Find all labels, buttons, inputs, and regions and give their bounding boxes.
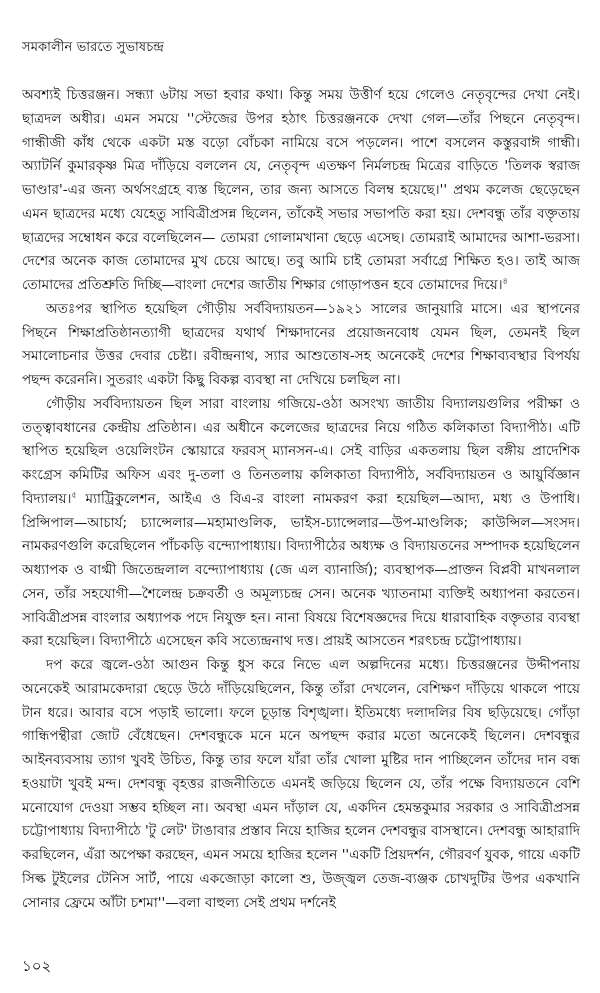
paragraph-4 <box>22 654 580 915</box>
footnote-ref-5: ৫ <box>71 490 77 500</box>
paragraph-1 <box>22 84 580 298</box>
footnote-ref-4: ৪ <box>502 276 508 286</box>
page-number: ১০২ <box>22 957 52 975</box>
paragraph-4-text: দপ করে জ্বলে-ওঠা আগুন কিন্তু ধুস করে নিভে এল অল্পদিনের মধ্যে। চিত্তরঞ্জনের উদ্দীপনায় অনেকেই আরামকেদারা ছেড়ে উঠে দাঁড়িয়েছিলেন, কিন্তু তাঁরা দেখলেন, বেশিক্ষণ দাঁড়িয়ে থাকলে পায়ে টান ধরে। আবার বসে পড়াই ভালো। ফলে চূড়ান্ত বিশৃঙ্খলা। ইতিমধ্যে দলাদলির বিষ ছড়িয়েছে। গোঁড়া গান্ধিপন্থীরা জোট বেঁধেছেন। দেশবন্ধুকে মনে মনে অপছন্দ করার মতো অনেকেই ছিলেন। দেশবন্ধুর আইনব্যবসায় ত্যাগ খুবই উচিত, কিন্তু তার ফলে যাঁরা তাঁর খোলা মুষ্টির দান পাচ্ছিলেন তাঁদের দান বন্ধ হওয়াটা খুবই মন্দ। দেশবন্ধু বৃহত্তর রাজনীতিতে এমনই জড়িয়ে ছিলেন যে, তাঁর পক্ষে বিদ্যায়তনে বেশি মনোযোগ দেওয়া সম্ভব হচ্ছিল না। অবস্থা এমন দাঁড়াল যে, একদিন হেমন্তকুমার সরকার ও সাবিত্রীপ্রসন্ন চট্টোপাধ্যায় বিদ্যাপীঠে 'টু লেট' টাঙাবার প্রস্তাব নিয়ে হাজির হলেন দেশবন্ধুর বাসস্থানে। দেশবন্ধু আহারাদি করছিলেন, এঁরা অপেক্ষা করছেন, এমন সময়ে হাজির হলেন ''একটি প্রিয়দর্শন, গৌরবর্ণ যুবক, গায়ে একটি সিল্ক টুইলের টেনিস সার্ট, পায়ে একজোড়া কালো শু, উজ্জ্বল তেজ-ব্যঞ্জক চোখদুটির উপর একখানি সোনার ফ্রেমে আঁটা চশমা''—বলা বাহুল্য সেই প্রথম দর্শনেই <box>22 657 580 911</box>
paragraph-2 <box>22 298 580 393</box>
paragraph-3 <box>22 393 580 654</box>
body-text <box>22 84 580 915</box>
paragraph-2-text: অতঃপর স্থাপিত হয়েছিল গৌড়ীয় সর্ববিদ্যায়তন—১৯২১ সালের জানুয়ারি মাসে। এর স্থাপনের পিছনে শিক্ষাপ্রতিষ্ঠানত্যাগী ছাত্রদের যথার্থ শিক্ষাদানের প্রয়োজনবোধ যেমন ছিল, তেমনই ছিল সমালোচনার উত্তর দেবার চেষ্টা। রবীন্দ্রনাথ, স্যার আশুতোষ-সহ অনেকেই দেশের শিক্ষাব্যবস্থার বিপর্যয় পছন্দ করেননি। সুতরাং একটা কিছু বিকল্প ব্যবস্থা না দেখিয়ে চলছিল না। <box>22 300 580 388</box>
paragraph-1-text: অবশ্যই চিত্তরঞ্জন। সন্ধ্যা ৬টায় সভা হবার কথা। কিন্তু সময় উত্তীর্ণ হয়ে গেলেও নেতৃবৃন্দের দেখা নেই। ছাত্রদল অধীর। এমন সময়ে ''স্টেজের উপর হঠাৎ চিত্তরঞ্জনকে দেখা গেল—তাঁর পিছনে নেতৃবৃন্দ। গান্ধীজী কাঁধ থেকে একটা মস্ত বড়ো বোঁচকা নামিয়ে বসে পড়লেন। পাশে বসলেন কস্তুরবাঈ গান্ধী। অ্যাটর্নি কুমারকৃষ্ণ মিত্র দাঁড়িয়ে বললেন যে, নেতৃবৃন্দ এতক্ষণ নির্মলচন্দ্র মিত্রের বাড়িতে 'তিলক স্বরাজ ভাণ্ডার'-এর জন্য অর্থসংগ্রহে ব্যস্ত ছিলেন, তার জন্য আসতে বিলম্ব হয়েছে।'' প্রথম কলেজ ছেড়েছেন এমন ছাত্রদের মধ্যে যেহেতু সাবিত্রীপ্রসন্ন ছিলেন, তাঁকেই সভার সভাপতি করা হয়। দেশবন্ধু তাঁর বক্তৃতায় ছাত্রদের সম্বোধন করে বলেছিলেন— তোমরা গোলামখানা ছেড়ে এসেছ। তোমরাই আমাদের আশা-ভরসা। দেশের অনেক কাজ তোমাদের মুখ চেয়ে আছে। তবু আমি চাই তোমরা সর্বাগ্রে শিক্ষিত হও। তাই আজ তোমাদের প্রতিশ্রুতি দিচ্ছি—বাংলা দেশের জাতীয় শিক্ষার গোড়াপত্তন হবে তোমাদের দিয়ে। <box>22 87 580 293</box>
paragraph-3-text-before: গৌড়ীয় সর্ববিদ্যায়তন ছিল সারা বাংলায় গজিয়ে-ওঠা অসংখ্য জাতীয় বিদ্যালয়গুলির পরীক্ষা ও তত্ত্বাবধানের কেন্দ্রীয় প্রতিষ্ঠান। এর অধীনে কলেজের ছাত্রদের নিয়ে গঠিত কলিকাতা বিদ্যাপীঠ। এটি স্থাপিত হয়েছিল ওয়েলিংটন স্কোয়ারে ফরবস্ ম্যানসন-এ। সেই বাড়ির একতলায় ছিল বঙ্গীয় প্রাদেশিক কংগ্রেস কমিটির অফিস এবং দু-তলা ও তিনতলায় কলিকাতা বিদ্যাপীঠ, সর্ববিদ্যায়তন ও আয়ুর্বিজ্ঞান বিদ্যালয়। <box>22 395 580 507</box>
paragraph-3-text-after: ম্যাট্রিকুলেশন, আইএ ও বিএ-র বাংলা নামকরণ করা হয়েছিল—আদ্য, মধ্য ও উপাধি। প্রিন্সিপাল—আচার্য; চ্যান্সেলার—মহামাণ্ডলিক, ভাইস-চ্যান্সেলার—উপ-মাণ্ডলিক; কাউন্সিল—সংসদ। নামকরণগুলি করেছিলেন পাঁচকড়ি বন্দ্যোপাধ্যায়। বিদ্যাপীঠের অধ্যক্ষ ও বিদ্যায়তনের সম্পাদক হয়েছিলেন অধ্যাপক ও বাগ্মী জিতেন্দ্রলাল বন্দ্যোপাধ্যায় (জে এল ব্যানার্জি); ব্যবস্থাপক—প্রাক্তন বিপ্লবী মাখনলাল সেন, তাঁর সহযোগী—শৈলেন্দ্র চক্রবর্তী ও অমূল্যচন্দ্র সেন। অনেক খ্যাতনামা ব্যক্তিই অধ্যাপনা করতেন। সাবিত্রীপ্রসন্ন বাংলার অধ্যাপক পদে নিযুক্ত হন। নানা বিষয়ে বিশেষজ্ঞদের দিয়ে ধারাবাহিক বক্তৃতার ব্যবস্থা করা হয়েছিল। বিদ্যাপীঠে এসেছেন কবি সত্যেন্দ্রনাথ দত্ত। প্রায়ই আসতেন শরৎচন্দ্র চট্টোপাধ্যায়। <box>22 490 580 650</box>
running-header: সমকালীন ভারতে সুভাষচন্দ্র <box>22 40 164 55</box>
